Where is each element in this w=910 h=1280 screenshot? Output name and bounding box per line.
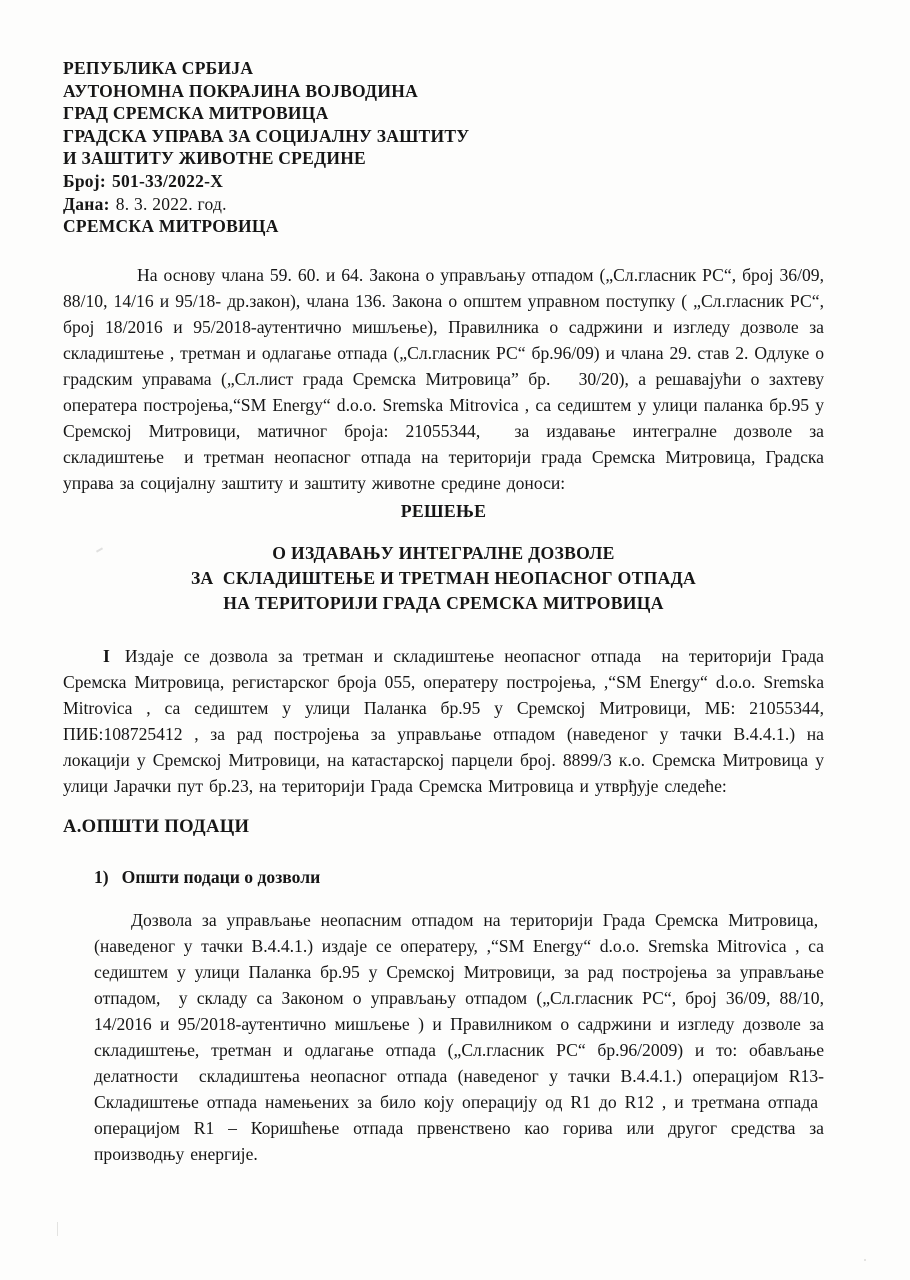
document-place-line: СРЕМСКА МИТРОВИЦА: [63, 216, 279, 237]
item-1-title: Општи подаци о дозволи: [121, 866, 321, 887]
decision-subtitle-line-3: НА ТЕРИТОРИЈИ ГРАДА СРЕМСКА МИТРОВИЦА: [223, 592, 664, 613]
article-1-paragraph: [63, 643, 824, 799]
item-1-heading: [94, 864, 824, 890]
document-number-value: 501-33/2022-X: [111, 170, 224, 191]
article-1-text: Издаје се дозвола за третман и складиштење неопасног отпада на територији Града Сремска Митровица, регистарског броја 055, оператеру постројења, ,“SM Energy“ d.o.o. Sremska Mitrovica , са седиштем у улици Паланка бр.95 у Сремској Митровици, МБ: 21055344, ПИБ:108725412 , за рад постројења за управљање отпадом (наведеног у тачки В.4.4.1.) на локацији у Сремској Митровици, на катастарској парцели број. 8899/3 к.о. Сремска Митровица у улици Јарачки пут бр.23, на територији Града Сремска Митровица и утврђује следеће:: [63, 645, 824, 796]
letterhead: [63, 57, 824, 238]
decision-subtitle-line-2: ЗА СКЛАДИШТЕЊЕ И ТРЕТМАН НЕОПАСНОГ ОТПАДА: [190, 567, 697, 588]
document-date-label: Дана:: [63, 193, 110, 214]
document-number-line: [63, 170, 824, 193]
letterhead-province-line: АУТОНОМНА ПОКРАЈИНА ВОЈВОДИНА: [63, 80, 418, 101]
article-1-numeral: I: [103, 645, 110, 666]
letterhead-administration-line-2: И ЗАШТИТУ ЖИВОТНЕ СРЕДИНЕ: [63, 148, 366, 169]
document-date-value: 8. 3. 2022. год.: [115, 193, 227, 214]
scan-artifact-speck: [864, 1259, 866, 1261]
section-a-title: А.ОПШТИ ПОДАЦИ: [63, 815, 250, 837]
scan-artifact-speck: [57, 1222, 58, 1236]
item-1-number: 1): [94, 866, 109, 887]
letterhead-city-line: ГРАД СРЕМСКА МИТРОВИЦА: [63, 103, 329, 124]
letterhead-administration-line-1: ГРАДСКА УПРАВА ЗА СОЦИЈАЛНУ ЗАШТИТУ: [63, 125, 470, 146]
decision-title: РЕШЕЊЕ: [400, 500, 487, 521]
item-1-paragraph: Дозвола за управљање неопасним отпадом на територији Града Сремска Митровица, (наведеног у тачки В.4.4.1.) издаје се оператеру, ,“SM Energy“ d.o.o. Sremska Mitrovica , са седиштем у улици Паланка бр.95 у Сремској Митровици, за рад постројења за управљање отпадом, у складу са Законом о управљању отпадом („Сл.гласник РС“, број 36/09, 88/10, 14/2016 и 95/2018-аутентично мишљење ) и Правилником о садржини и изгледу дозволе за складиштење, третман и одлагање отпада („Сл.гласник РС“ бр.96/2009) и то: обављање делатности складиштења неопасног отпада (наведеног у тачки В.4.4.1.) операцијом R13- Складиштење отпада намењених за било коју операцију од R1 до R12 , и третмана отпада операцијом R1 – Коришћење отпада првенствено као горива или другог средства за производњу енергије.: [94, 909, 824, 1164]
document-number-label: Број:: [63, 170, 106, 191]
document-date-line: [63, 193, 824, 216]
decision-subtitle: [63, 541, 824, 616]
letterhead-republic-line: РЕПУБЛИКА СРБИЈА: [63, 58, 254, 78]
decision-subtitle-line-1: О ИЗДАВАЊУ ИНТЕГРАЛНЕ ДОЗВОЛЕ: [272, 542, 615, 563]
preamble-paragraph: На основу члана 59. 60. и 64. Закона о управљању отпадом („Сл.гласник РС“, број 36/09, 88/10, 14/16 и 95/18- др.закон), члана 136. Закона о општем управном поступку ( „Сл.гласник РС“, број 18/2016 и 95/2018-аутентично мишљење), Правилника о садржини и изгледу дозволе за складиштење , третман и одлагање отпада („Сл.гласник РС“ бр.96/09) и члана 29. став 2. Одлуке о градским управама („Сл.лист града Сремска Митровица” бр. 30/20), а решавајући о захтеву оператера постројења,“SM Energy“ d.o.o. Sremska Mitrovica , са седиштем у улици паланка бр.95 у Сремској Митровици, матичног броја: 21055344, за издавање интегралне дозволе за складиштење и третман неопасног отпада на територији града Сремска Митровица, Градска управа за социјалну заштиту и заштиту животне средине доноси:: [63, 264, 824, 493]
